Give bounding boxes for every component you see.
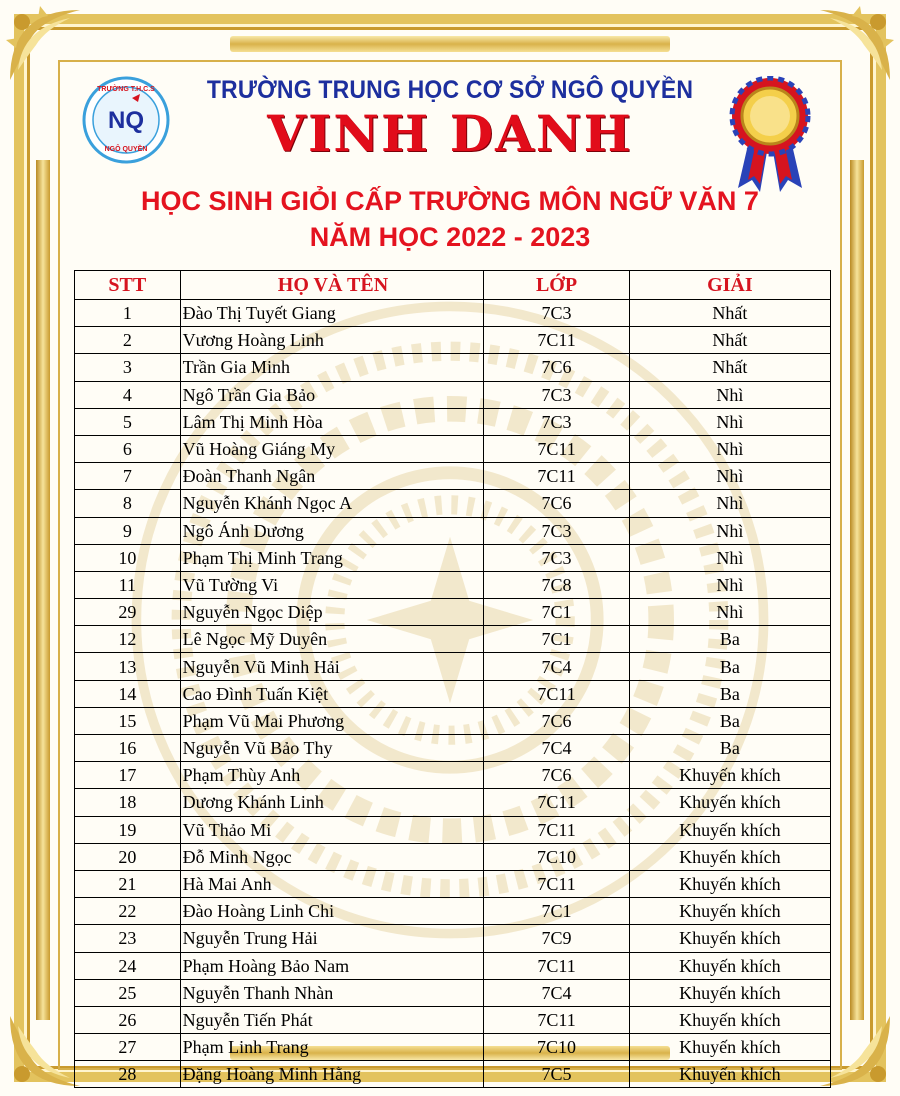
table-row	[75, 626, 831, 653]
cell-prize: Nhất	[629, 327, 830, 354]
table-row	[75, 843, 831, 870]
cell-name: Phạm Vũ Mai Phương	[180, 707, 484, 734]
cell-name: Nguyễn Vũ Minh Hải	[180, 653, 484, 680]
cell-class: 7C1	[484, 599, 629, 626]
table-row	[75, 1034, 831, 1061]
cell-prize: Nhất	[629, 354, 830, 381]
cell-prize: Khuyến khích	[629, 979, 830, 1006]
cell-name: Vũ Hoàng Giáng My	[180, 435, 484, 462]
cell-stt: 27	[75, 1034, 181, 1061]
cell-name: Phạm Hoàng Bảo Nam	[180, 952, 484, 979]
cell-prize: Khuyến khích	[629, 789, 830, 816]
table-row	[75, 816, 831, 843]
cell-name: Nguyễn Khánh Ngọc A	[180, 490, 484, 517]
cell-class: 7C3	[484, 408, 629, 435]
cell-prize: Khuyến khích	[629, 843, 830, 870]
cell-prize: Ba	[629, 626, 830, 653]
cell-stt: 8	[75, 490, 181, 517]
cell-prize: Khuyến khích	[629, 762, 830, 789]
cell-stt: 25	[75, 979, 181, 1006]
cell-stt: 19	[75, 816, 181, 843]
table-row	[75, 599, 831, 626]
cell-name: Phạm Linh Trang	[180, 1034, 484, 1061]
cell-name: Phạm Thùy Anh	[180, 762, 484, 789]
cell-class: 7C8	[484, 571, 629, 598]
cell-prize: Ba	[629, 680, 830, 707]
column-header-name: HỌ VÀ TÊN	[180, 271, 484, 300]
cell-name: Vương Hoàng Linh	[180, 327, 484, 354]
cell-prize: Nhì	[629, 599, 830, 626]
cell-name: Ngô Ánh Dương	[180, 517, 484, 544]
cell-class: 7C6	[484, 354, 629, 381]
table-row	[75, 490, 831, 517]
cell-class: 7C6	[484, 762, 629, 789]
cell-class: 7C9	[484, 925, 629, 952]
table-row	[75, 354, 831, 381]
table-body	[75, 300, 831, 1088]
cell-stt: 23	[75, 925, 181, 952]
logo-text-bottom: NGÔ QUYỀN	[104, 146, 148, 153]
cell-name: Phạm Thị Minh Trang	[180, 544, 484, 571]
table-row	[75, 1061, 831, 1088]
cell-class: 7C11	[484, 463, 629, 490]
cell-stt: 28	[75, 1061, 181, 1088]
cell-stt: 4	[75, 381, 181, 408]
cell-class: 7C11	[484, 816, 629, 843]
cell-prize: Nhì	[629, 544, 830, 571]
cell-prize: Nhì	[629, 435, 830, 462]
cell-stt: 15	[75, 707, 181, 734]
cell-prize: Nhì	[629, 490, 830, 517]
cell-prize: Khuyến khích	[629, 870, 830, 897]
cell-prize: Nhất	[629, 300, 830, 327]
cell-name: Vũ Tường Vi	[180, 571, 484, 598]
cell-name: Nguyễn Ngọc Diệp	[180, 599, 484, 626]
table-row	[75, 463, 831, 490]
cell-class: 7C3	[484, 381, 629, 408]
cell-class: 7C6	[484, 707, 629, 734]
cell-stt: 11	[75, 571, 181, 598]
gold-frame-left-bar	[36, 160, 50, 1020]
cell-prize: Khuyến khích	[629, 925, 830, 952]
cell-class: 7C11	[484, 435, 629, 462]
cell-stt: 2	[75, 327, 181, 354]
cell-class: 7C6	[484, 490, 629, 517]
cell-class: 7C1	[484, 898, 629, 925]
table-row	[75, 517, 831, 544]
cell-name: Hà Mai Anh	[180, 870, 484, 897]
cell-prize: Khuyến khích	[629, 1061, 830, 1088]
cell-name: Dương Khánh Linh	[180, 789, 484, 816]
cell-class: 7C4	[484, 653, 629, 680]
cell-class: 7C5	[484, 1061, 629, 1088]
cell-name: Đoàn Thanh Ngân	[180, 463, 484, 490]
cell-prize: Nhì	[629, 381, 830, 408]
cell-stt: 18	[75, 789, 181, 816]
table-row	[75, 707, 831, 734]
table-row	[75, 653, 831, 680]
table-header-row	[75, 271, 831, 300]
cell-name: Cao Đình Tuấn Kiệt	[180, 680, 484, 707]
cell-name: Đào Hoàng Linh Chi	[180, 898, 484, 925]
cell-prize: Khuyến khích	[629, 898, 830, 925]
cell-prize: Ba	[629, 707, 830, 734]
cell-name: Nguyễn Tiến Phát	[180, 1006, 484, 1033]
cell-stt: 24	[75, 952, 181, 979]
cell-stt: 13	[75, 653, 181, 680]
cell-stt: 6	[75, 435, 181, 462]
cell-class: 7C11	[484, 952, 629, 979]
table-row	[75, 571, 831, 598]
table-row	[75, 735, 831, 762]
cell-class: 7C11	[484, 1006, 629, 1033]
cell-name: Nguyễn Trung Hải	[180, 925, 484, 952]
cell-name: Đặng Hoàng Minh Hằng	[180, 1061, 484, 1088]
table-row	[75, 680, 831, 707]
school-name: TRƯỜNG TRUNG HỌC CƠ SỞ NGÔ QUYỀN	[206, 76, 694, 104]
table-row	[75, 327, 831, 354]
cell-name: Đào Thị Tuyết Giang	[180, 300, 484, 327]
school-year: NĂM HỌC 2022 - 2023	[309, 222, 591, 252]
cell-name: Lê Ngọc Mỹ Duyên	[180, 626, 484, 653]
cell-class: 7C11	[484, 789, 629, 816]
cell-stt: 3	[75, 354, 181, 381]
cell-prize: Khuyến khích	[629, 1034, 830, 1061]
cell-name: Vũ Thảo Mi	[180, 816, 484, 843]
column-header-stt: STT	[75, 271, 181, 300]
cell-prize: Khuyến khích	[629, 816, 830, 843]
table-row	[75, 1006, 831, 1033]
cell-stt: 5	[75, 408, 181, 435]
cell-stt: 22	[75, 898, 181, 925]
cell-prize: Khuyến khích	[629, 952, 830, 979]
cell-name: Lâm Thị Minh Hòa	[180, 408, 484, 435]
logo-text-top: TRƯỜNG T.H.C.S	[97, 86, 155, 93]
award-subtitle: HỌC SINH GIỎI CẤP TRƯỜNG MÔN NGỮ VĂN 7	[141, 186, 759, 216]
table-row	[75, 925, 831, 952]
table-row	[75, 300, 831, 327]
cell-prize: Nhì	[629, 408, 830, 435]
cell-name: Nguyễn Vũ Bảo Thy	[180, 735, 484, 762]
cell-stt: 9	[75, 517, 181, 544]
table-row	[75, 762, 831, 789]
cell-stt: 7	[75, 463, 181, 490]
cell-class: 7C4	[484, 735, 629, 762]
cell-prize: Nhì	[629, 463, 830, 490]
cell-class: 7C3	[484, 544, 629, 571]
honor-table	[74, 270, 831, 1088]
cell-stt: 14	[75, 680, 181, 707]
table-row	[75, 435, 831, 462]
table-row	[75, 381, 831, 408]
gold-frame-top-bar	[230, 36, 670, 52]
cell-class: 7C11	[484, 870, 629, 897]
table-row	[75, 952, 831, 979]
table-row	[75, 408, 831, 435]
honor-title: VINH DANH	[267, 104, 633, 163]
cell-class: 7C4	[484, 979, 629, 1006]
cell-name: Nguyễn Thanh Nhàn	[180, 979, 484, 1006]
cell-stt: 1	[75, 300, 181, 327]
cell-stt: 29	[75, 599, 181, 626]
cell-prize: Nhì	[629, 517, 830, 544]
cell-class: 7C11	[484, 327, 629, 354]
table-row	[75, 979, 831, 1006]
cell-class: 7C1	[484, 626, 629, 653]
cell-class: 7C3	[484, 300, 629, 327]
cell-stt: 16	[75, 735, 181, 762]
table-row	[75, 789, 831, 816]
cell-name: Ngô Trần Gia Bảo	[180, 381, 484, 408]
cell-class: 7C11	[484, 680, 629, 707]
table-row	[75, 898, 831, 925]
cell-name: Trần Gia Minh	[180, 354, 484, 381]
cell-stt: 17	[75, 762, 181, 789]
cell-prize: Ba	[629, 735, 830, 762]
cell-class: 7C10	[484, 1034, 629, 1061]
logo-letters: NQ	[108, 107, 144, 134]
cell-prize: Khuyến khích	[629, 1006, 830, 1033]
cell-stt: 26	[75, 1006, 181, 1033]
cell-prize: Nhì	[629, 571, 830, 598]
cell-stt: 21	[75, 870, 181, 897]
cell-class: 7C3	[484, 517, 629, 544]
cell-name: Đỗ Minh Ngọc	[180, 843, 484, 870]
cell-stt: 20	[75, 843, 181, 870]
cell-prize: Ba	[629, 653, 830, 680]
cell-class: 7C10	[484, 843, 629, 870]
gold-frame-right-bar	[850, 160, 864, 1020]
table-row	[75, 870, 831, 897]
column-header-class: LỚP	[484, 271, 629, 300]
cell-stt: 12	[75, 626, 181, 653]
cell-stt: 10	[75, 544, 181, 571]
column-header-prize: GIẢI	[629, 271, 830, 300]
table-row	[75, 544, 831, 571]
